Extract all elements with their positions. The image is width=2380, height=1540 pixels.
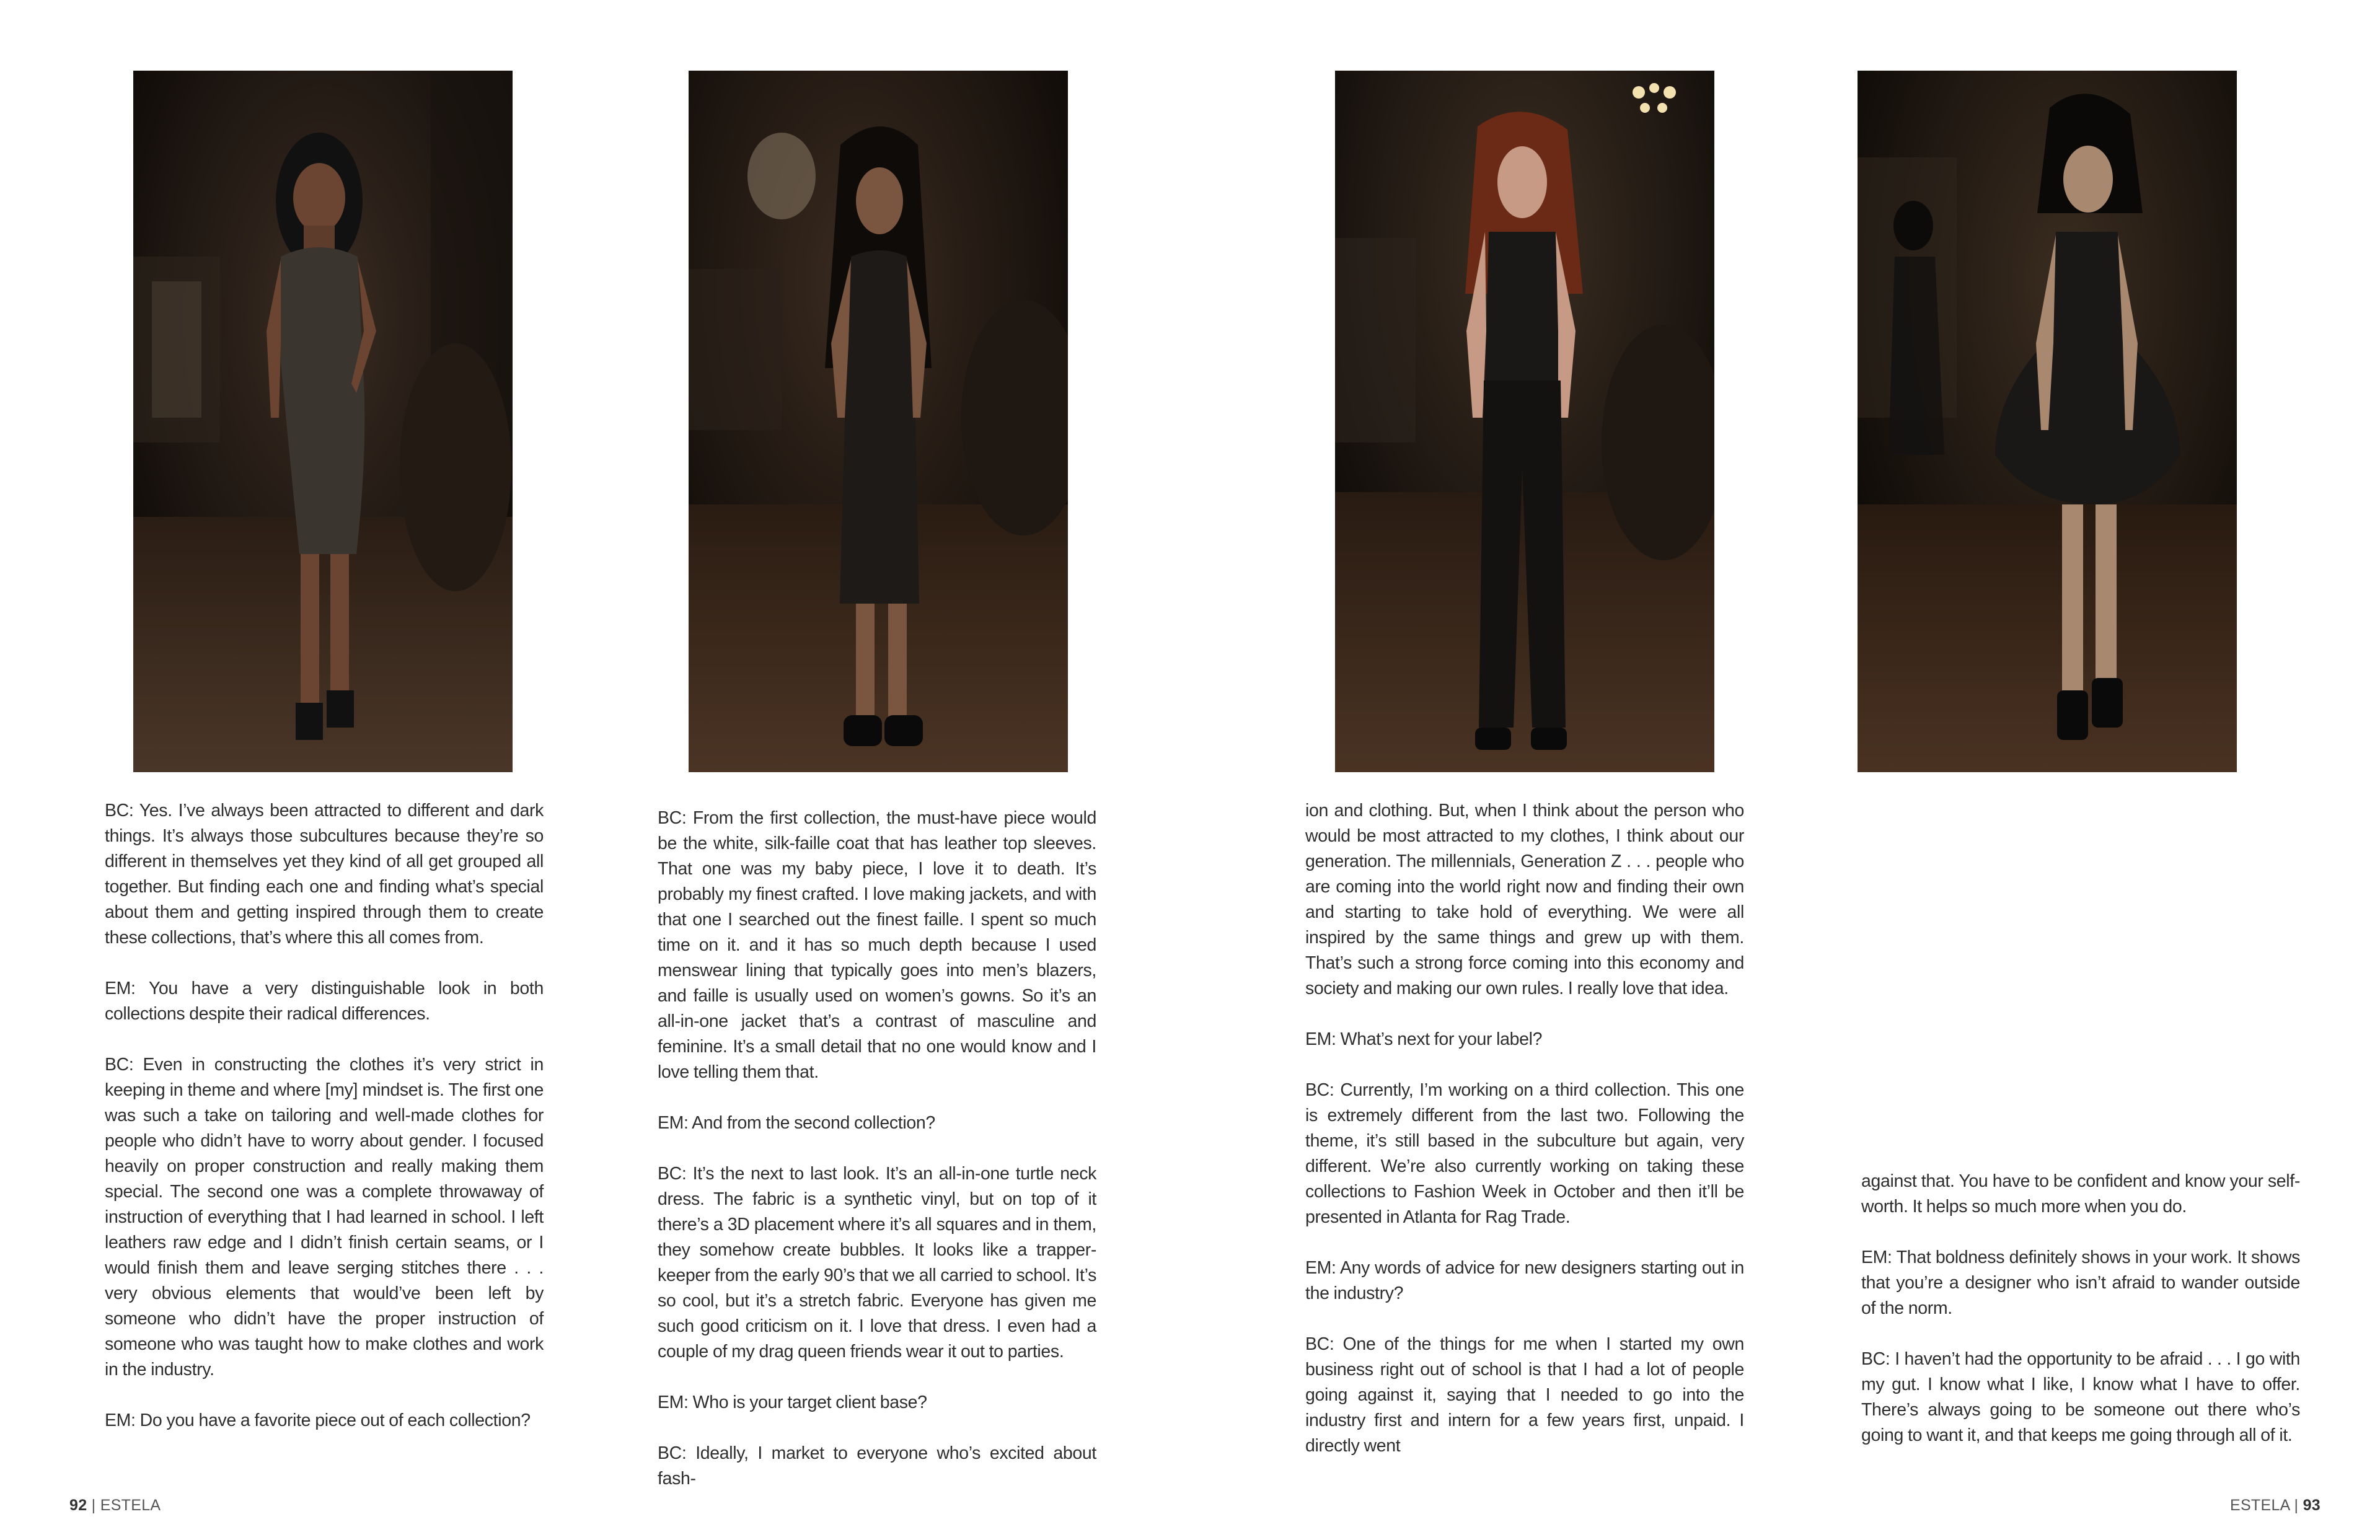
paragraph: BC: Even in constructing the clothes it’s very strict in keeping in theme and where [my] mindset is. The first one was such a take on tailoring and well-made clothes for people who didn’t have to worry about gender. I focused heavily on proper construction and really making them special. The second one was a complete throwaway of instruction of everything that I had learned in school. I left leathers raw edge and I didn’t finish certain seams, or I would finish them and leave serging stitches there . . . very obvious elements that would’ve been left by someone who didn’t have the proper instruction of someone who was taught how to make clothes and work in the industry. — [105, 1055, 544, 1379]
paragraph: BC: Yes. I’ve always been attracted to different and dark things. It’s always those subcultures because they’re so different in themselves yet they kind of all get grouped all together. But finding each one and finding what’s special about them and getting inspired through them to create these collections, that’s where this all comes from. — [105, 801, 544, 948]
paragraph: EM: You have a very distinguishable look in both collections despite their radical differences. — [105, 979, 544, 1024]
article-column-1 — [105, 798, 544, 1433]
paragraph: EM: What’s next for your label? — [1305, 1029, 1543, 1049]
paragraph: EM: And from the second collection? — [658, 1113, 935, 1133]
magazine-name-left: ESTELA — [100, 1497, 161, 1514]
page-number-right: 93 — [2303, 1497, 2320, 1514]
paragraph: BC: I haven’t had the opportunity to be afraid . . . I go with my gut. I know what I like, I know what I have to offer. There’s always going to be someone out there who’s going to want it, and that keeps me going through all of it. — [1861, 1349, 2300, 1445]
runway-photo-4 — [1858, 71, 2237, 772]
paragraph: BC: Ideally, I market to everyone who’s excited about fash- — [658, 1443, 1096, 1489]
page-number-left: 92 — [69, 1497, 87, 1514]
paragraph: BC: One of the things for me when I started my own business right out of school is that I had a lot of people going against it, saying that I needed to go into the industry first and intern for a few years first, unpaid. I directly went — [1305, 1334, 1744, 1456]
paragraph: EM: That boldness definitely shows in your work. It shows that you’re a designer who isn’t afraid to wander outside of the norm. — [1861, 1247, 2300, 1318]
magazine-name-right: ESTELA — [2229, 1497, 2290, 1514]
paragraph: EM: Who is your target client base? — [658, 1393, 927, 1412]
folio-separator: | — [87, 1497, 100, 1514]
folio-separator: | — [2290, 1497, 2303, 1514]
article-column-4 — [1861, 1169, 2300, 1448]
runway-photo-1 — [133, 71, 513, 772]
paragraph: EM: Do you have a favorite piece out of each collection? — [105, 1410, 531, 1430]
paragraph: BC: From the first collection, the must-have piece would be the white, silk-faille coat that has leather top sleeves. That one was my baby piece, I love it to death. It’s probably my finest crafted. I love making jackets, and with that one I searched out the finest faille. I spent so much time on it. and it has so much depth because I used menswear lining that typically goes into men’s blazers, and faille is usually used on women’s gowns. So it’s an all-in-one jacket that’s a contrast of masculine and feminine. It’s a small detail that no one would know and I love telling them that. — [658, 808, 1096, 1082]
runway-photo-3 — [1335, 71, 1714, 772]
paragraph: BC: It’s the next to last look. It’s an all-in-one turtle neck dress. The fabric is a synthetic vinyl, but on top of it there’s a 3D placement where it’s all squares and in them, they somehow create bubbles. It looks like a trapper-keeper from the early 90’s that we all carried to school. It’s so cool, but it’s a stretch fabric. Everyone has given me such good criticism on it. I love that dress. I even had a couple of my drag queen friends wear it out to parties. — [658, 1164, 1096, 1362]
runway-photo-2 — [689, 71, 1068, 772]
article-column-3 — [1305, 798, 1744, 1459]
folio-left — [69, 1496, 161, 1515]
paragraph: BC: Currently, I’m working on a third collection. This one is extremely different from the last two. Following the theme, it’s still based in the subculture but again, very different. We’re also currently working on taking these collections to Fashion Week in October and then it’ll be presented in Atlanta for Rag Trade. — [1305, 1080, 1744, 1227]
paragraph: against that. You have to be confident and know your self-worth. It helps so much more when you do. — [1861, 1171, 2300, 1217]
folio-right — [2230, 1496, 2320, 1515]
paragraph: EM: Any words of advice for new designers starting out in the industry? — [1305, 1258, 1744, 1303]
article-column-2 — [658, 806, 1096, 1492]
paragraph: ion and clothing. But, when I think about the person who would be most attracted to my clothes, I think about our generation. The millennials, Generation Z . . . people who are coming into the world right now and finding their own and starting to take hold of everything. We were all inspired by the same things and grew up with them. That’s such a strong force coming into this economy and society and making our own rules. I really love that idea. — [1305, 801, 1744, 998]
